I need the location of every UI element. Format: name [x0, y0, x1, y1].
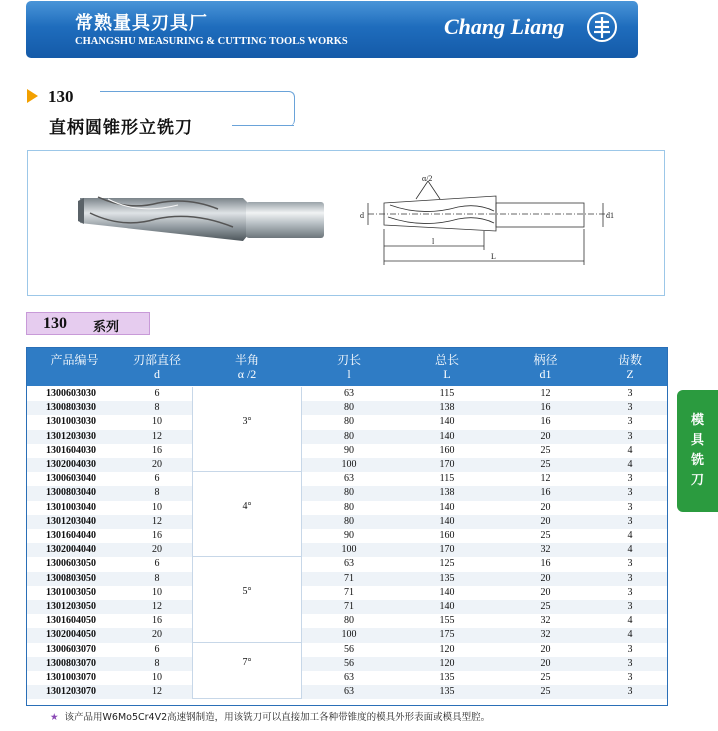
product-name: 直柄圆锥形立铣刀: [49, 118, 193, 138]
cell-z: 4: [627, 530, 633, 541]
angle-value: 4°: [242, 500, 252, 512]
cell-L: 160: [439, 530, 455, 541]
angle-value: 5°: [242, 585, 252, 597]
cell-L: 120: [439, 643, 455, 655]
cell-d: 12: [152, 515, 162, 527]
cell-code: 1301003030: [46, 416, 96, 428]
cell-z: 3: [627, 430, 633, 442]
column-header-title: 产品编号: [50, 353, 99, 367]
table-row: [27, 572, 667, 586]
cell-z: 4: [627, 459, 633, 470]
table-row: [27, 515, 667, 529]
cell-l: 63: [344, 672, 354, 683]
cell-d1: 32: [540, 629, 551, 641]
cell-l: 80: [344, 515, 354, 527]
side-tab-char: 铣: [690, 453, 704, 468]
cell-code: 1300803050: [46, 572, 96, 584]
cell-d1: 25: [540, 530, 551, 541]
cell-L: 140: [439, 416, 455, 428]
cell-d: 20: [152, 629, 162, 641]
cell-d: 8: [154, 402, 160, 414]
cell-l: 63: [344, 388, 354, 399]
cell-l: 80: [344, 487, 354, 499]
angle-value: 7°: [242, 656, 252, 668]
cell-d1: 20: [540, 586, 551, 598]
cell-z: 3: [627, 487, 633, 499]
cell-L: 140: [439, 515, 455, 527]
header-banner: [26, 1, 638, 58]
cell-code: 1300603040: [46, 473, 96, 485]
cell-L: 175: [439, 629, 455, 641]
series-number: 130: [43, 315, 67, 332]
cell-d1: 16: [540, 402, 551, 414]
side-tab[interactable]: [677, 390, 718, 512]
column-header-symbol: d: [154, 367, 160, 381]
cell-L: 138: [439, 402, 455, 414]
cell-L: 170: [439, 544, 455, 556]
cell-code: 1302004030: [46, 459, 96, 470]
cell-code: 1302004050: [46, 629, 96, 641]
cell-d1: 32: [540, 615, 551, 627]
brand-logo-icon: [586, 11, 618, 43]
tool-illustration: [28, 151, 664, 295]
column-header-title: 总长: [434, 353, 459, 367]
cell-l: 71: [344, 601, 354, 612]
cell-code: 1301203040: [46, 515, 96, 527]
cell-code: 1300803040: [46, 487, 96, 499]
cell-d: 20: [152, 459, 162, 470]
cell-z: 3: [627, 402, 633, 414]
cell-l: 71: [344, 572, 354, 584]
cell-d1: 16: [540, 487, 551, 499]
series-label-box: [26, 312, 150, 335]
table-row: [27, 529, 667, 543]
cell-L: 125: [439, 558, 455, 570]
column-header: [302, 348, 396, 386]
product-image-panel: [27, 150, 665, 296]
cell-L: 170: [439, 459, 455, 470]
cell-l: 56: [344, 643, 354, 655]
cell-code: 1300603030: [46, 388, 96, 399]
cell-code: 1301003040: [46, 501, 96, 513]
cell-d: 6: [154, 388, 160, 399]
cell-code: 1301203070: [46, 686, 96, 698]
cell-d1: 16: [540, 416, 551, 428]
cell-l: 63: [344, 558, 354, 570]
table-row: [27, 415, 667, 429]
table-row: [27, 657, 667, 671]
cell-l: 80: [344, 615, 354, 627]
column-header-symbol: L: [443, 367, 451, 381]
cell-d: 6: [154, 643, 160, 655]
cell-z: 3: [627, 501, 633, 513]
cell-z: 3: [627, 586, 633, 598]
cell-z: 3: [627, 686, 633, 698]
cell-d1: 20: [540, 501, 551, 513]
table-row: [27, 501, 667, 515]
cell-L: 140: [439, 601, 455, 612]
table-row: [27, 614, 667, 628]
company-name-en: CHANGSHU MEASURING & CUTTING TOOLS WORKS: [75, 36, 348, 47]
d1-label: d1: [606, 211, 614, 220]
cell-d1: 20: [540, 657, 551, 669]
cell-z: 3: [627, 416, 633, 428]
cell-code: 1300603050: [46, 558, 96, 570]
bullet-triangle-icon: [27, 89, 38, 103]
table-row: [27, 444, 667, 458]
L-label: L: [491, 252, 496, 261]
cell-d: 20: [152, 544, 162, 556]
column-header-title: 半角: [234, 353, 259, 367]
cell-d1: 32: [540, 544, 551, 556]
star-icon: ★: [50, 712, 59, 723]
cell-code: 1301003070: [46, 672, 96, 683]
table-header: [27, 348, 667, 386]
cell-d: 6: [154, 558, 160, 570]
side-tab-char: 模: [690, 413, 704, 428]
cell-L: 115: [439, 473, 455, 485]
column-header: [122, 348, 192, 386]
cell-code: 1301604040: [46, 530, 96, 541]
table-row: [27, 472, 667, 486]
column-header-symbol: α /2: [237, 367, 257, 381]
cell-z: 3: [627, 515, 633, 527]
side-tab-char: 具: [690, 433, 704, 448]
cell-d1: 25: [540, 444, 551, 456]
cell-L: 115: [439, 388, 455, 399]
cell-z: 3: [627, 672, 633, 683]
side-tab-char: 刀: [690, 473, 704, 488]
table-row: [27, 458, 667, 472]
spec-table: [26, 347, 668, 706]
cell-L: 140: [439, 501, 455, 513]
footnote-text: 该产品用W6Mo5Cr4V2高速钢制造，用该铣刀可以直接加工各种带锥度的模具外形表面或模具型腔。: [64, 712, 491, 723]
cell-L: 138: [439, 487, 455, 499]
column-header-title: 齿数: [617, 353, 642, 367]
cell-L: 140: [439, 586, 455, 598]
cell-l: 80: [344, 402, 354, 414]
tool-photo: [78, 197, 324, 241]
cell-code: 1301604030: [46, 444, 96, 456]
cell-d: 8: [154, 657, 160, 669]
cell-d: 8: [154, 572, 160, 584]
angle-cell: [192, 557, 302, 642]
cell-code: 1300603070: [46, 643, 96, 655]
column-header: [498, 348, 593, 386]
cell-d: 16: [152, 530, 162, 541]
cell-code: 1302004040: [46, 544, 96, 556]
cell-d: 10: [152, 672, 162, 683]
company-name-cn: 常熟量具刃具厂: [75, 13, 208, 34]
cell-l: 100: [341, 629, 357, 641]
cell-L: 135: [439, 686, 455, 698]
table-row: [27, 600, 667, 614]
table-row: [27, 685, 667, 699]
cell-l: 100: [341, 544, 357, 556]
cell-d: 12: [152, 601, 162, 612]
cell-z: 3: [627, 572, 633, 584]
cell-z: 3: [627, 643, 633, 655]
cell-d1: 16: [540, 558, 551, 570]
cell-l: 63: [344, 473, 354, 485]
cell-d1: 20: [540, 572, 551, 584]
cell-d1: 25: [540, 601, 551, 612]
cell-code: 1301604050: [46, 615, 96, 627]
cell-z: 4: [627, 629, 633, 641]
cell-code: 1300803030: [46, 402, 96, 414]
cell-z: 4: [627, 544, 633, 556]
table-row: [27, 486, 667, 500]
cell-d: 12: [152, 686, 162, 698]
angle-value: 3°: [242, 415, 252, 427]
cell-z: 3: [627, 657, 633, 669]
column-header-symbol: d1: [539, 367, 552, 381]
table-row: [27, 671, 667, 685]
cell-d: 10: [152, 501, 162, 513]
cell-L: 155: [439, 615, 455, 627]
brand-name: Chang Liang: [444, 14, 565, 39]
cell-l: 80: [344, 430, 354, 442]
cell-l: 100: [341, 459, 357, 470]
cell-l: 63: [344, 686, 354, 698]
angle-cell: [192, 643, 302, 700]
table-row: [27, 557, 667, 571]
column-header-symbol: Z: [626, 367, 634, 381]
title-underline: [232, 125, 294, 126]
cell-d1: 12: [540, 473, 551, 485]
cell-L: 140: [439, 430, 455, 442]
cell-z: 4: [627, 615, 633, 627]
cell-d: 10: [152, 586, 162, 598]
cell-d: 16: [152, 615, 162, 627]
cell-code: 1301203030: [46, 430, 96, 442]
cell-d1: 25: [540, 672, 551, 683]
column-header-title: 柄径: [533, 353, 558, 367]
cell-L: 135: [439, 572, 455, 584]
cell-code: 1301203050: [46, 601, 96, 612]
cell-d: 16: [152, 444, 162, 456]
cell-z: 3: [627, 473, 633, 485]
cell-d: 12: [152, 430, 162, 442]
cell-l: 56: [344, 657, 354, 669]
cell-d: 6: [154, 473, 160, 485]
table-row: [27, 628, 667, 642]
cell-d1: 20: [540, 515, 551, 527]
series-text: 系列: [93, 320, 120, 335]
cell-z: 3: [627, 388, 633, 399]
angle-cell: [192, 472, 302, 557]
product-number: 130: [48, 87, 74, 106]
cell-l: 90: [344, 444, 354, 456]
cell-d: 10: [152, 416, 162, 428]
column-header-title: 刃部直径: [132, 353, 181, 367]
technical-drawing: [368, 181, 608, 265]
table-row: [27, 586, 667, 600]
cell-l: 80: [344, 416, 354, 428]
cell-z: 3: [627, 558, 633, 570]
cell-l: 90: [344, 530, 354, 541]
footnote: [50, 709, 490, 723]
column-header: [27, 348, 122, 386]
cell-l: 71: [344, 586, 354, 598]
cell-code: 1301003050: [46, 586, 96, 598]
d-label: d: [360, 211, 364, 220]
cell-d1: 12: [540, 388, 551, 399]
cell-code: 1300803070: [46, 657, 96, 669]
cell-d1: 20: [540, 643, 551, 655]
table-row: [27, 430, 667, 444]
l-label: l: [432, 237, 435, 246]
cell-d1: 25: [540, 459, 551, 470]
cell-d1: 25: [540, 686, 551, 698]
table-row: [27, 387, 667, 401]
cell-z: 3: [627, 601, 633, 612]
cell-l: 80: [344, 501, 354, 513]
table-row: [27, 643, 667, 657]
column-header: [396, 348, 498, 386]
table-row: [27, 401, 667, 415]
cell-L: 120: [439, 657, 455, 669]
angle-cell: [192, 387, 302, 472]
table-row: [27, 543, 667, 557]
cell-L: 135: [439, 672, 455, 683]
cell-d1: 20: [540, 430, 551, 442]
half-angle-label: α/2: [422, 174, 433, 183]
column-header-title: 刃长: [336, 353, 361, 367]
column-header: [192, 348, 302, 386]
cell-L: 160: [439, 444, 455, 456]
cell-d: 8: [154, 487, 160, 499]
column-header: [593, 348, 667, 386]
title-bracket: [100, 91, 295, 126]
column-header-symbol: l: [347, 367, 351, 381]
cell-z: 4: [627, 444, 633, 456]
